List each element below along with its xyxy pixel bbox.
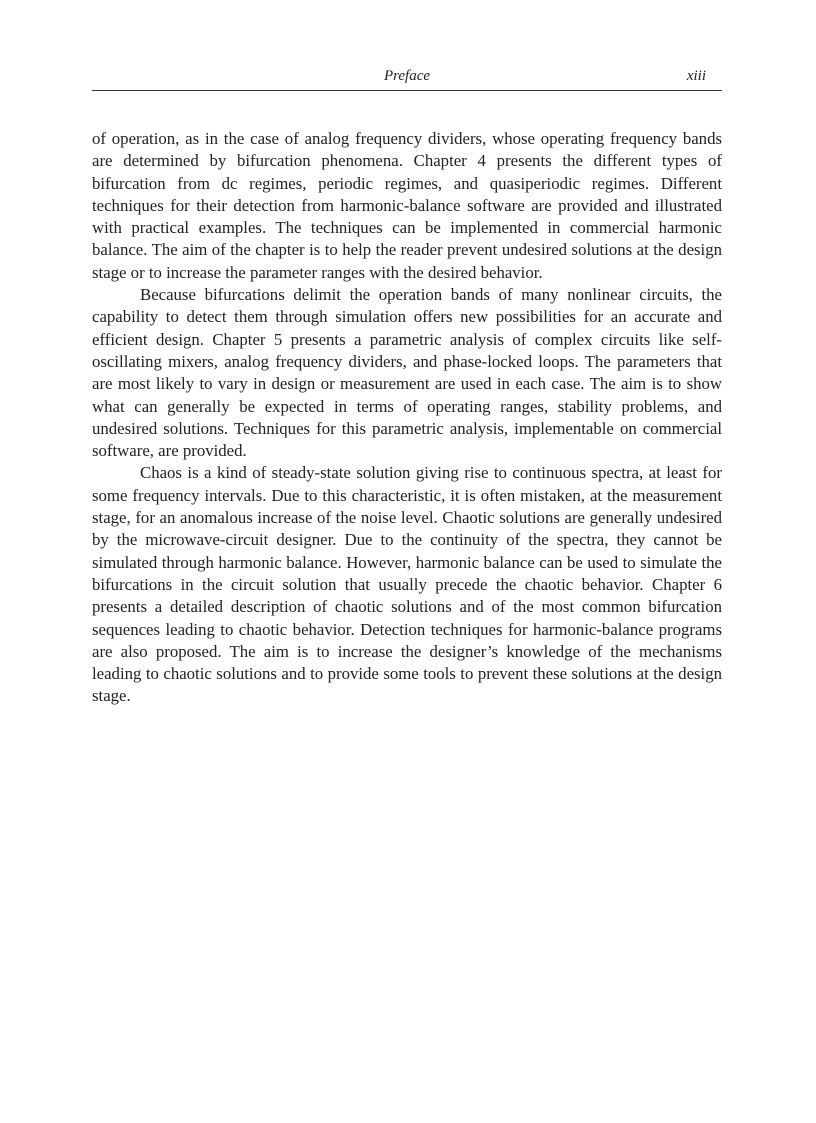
paragraph-chaos: Chaos is a kind of steady-state solution giving rise to continuous spectra, at least for some frequency intervals. Due to this characteristic, it is often mistaken, at the measurement stage, for an anomalous increase of the noise level. Chaotic solutions are generally undesired by the microwave-circuit designer. Due to the continuity of the spectra, they cannot be simulated through harmonic balance. However, harmonic balance can be used to simulate the bifurcations in the circuit solution that usually precede the chaotic behavior. Chapter 6 presents a detailed description of chaotic solutions and of the most common bifurcation sequences leading to chaotic behavior. Detection techniques for harmonic-balance programs are also proposed. The aim is to increase the designer’s knowledge of the mechanisms leading to chaotic solutions and to provide some tools to prevent these solutions at the design stage.	[92, 463, 722, 706]
page-number: xiii	[686, 68, 706, 84]
body-text	[92, 128, 722, 708]
paragraph-bifurcation-parametric-analysis: Because bifurcations delimit the operation bands of many nonlinear circuits, the capability to detect them through simulation offers new possibilities for an accurate and efficient design. Chapter 5 presents a parametric analysis of complex circuits like self-oscillating mixers, analog frequency dividers, and phase-locked loops. The parameters that are most likely to vary in design or measurement are used in each case. The aim is to show what can generally be expected in terms of operating ranges, stability problems, and undesired solutions. Techniques for this parametric analysis, implementable on commercial software, are provided.	[92, 285, 722, 461]
paragraph-continued: of operation, as in the case of analog frequency dividers, whose operating frequency bands are determined by bifurcation phenomena. Chapter 4 presents the different types of bifurcation from dc regimes, periodic regimes, and quasiperiodic regimes. Different techniques for their detection from harmonic-balance software are provided and illustrated with practical examples. The techniques can be implemented in commercial harmonic balance. The aim of the chapter is to help the reader prevent undesired solutions at the design stage or to increase the parameter ranges with the desired behavior.	[92, 129, 722, 282]
book-page	[92, 0, 722, 1123]
running-head	[92, 66, 722, 91]
running-title: Preface	[383, 68, 431, 84]
